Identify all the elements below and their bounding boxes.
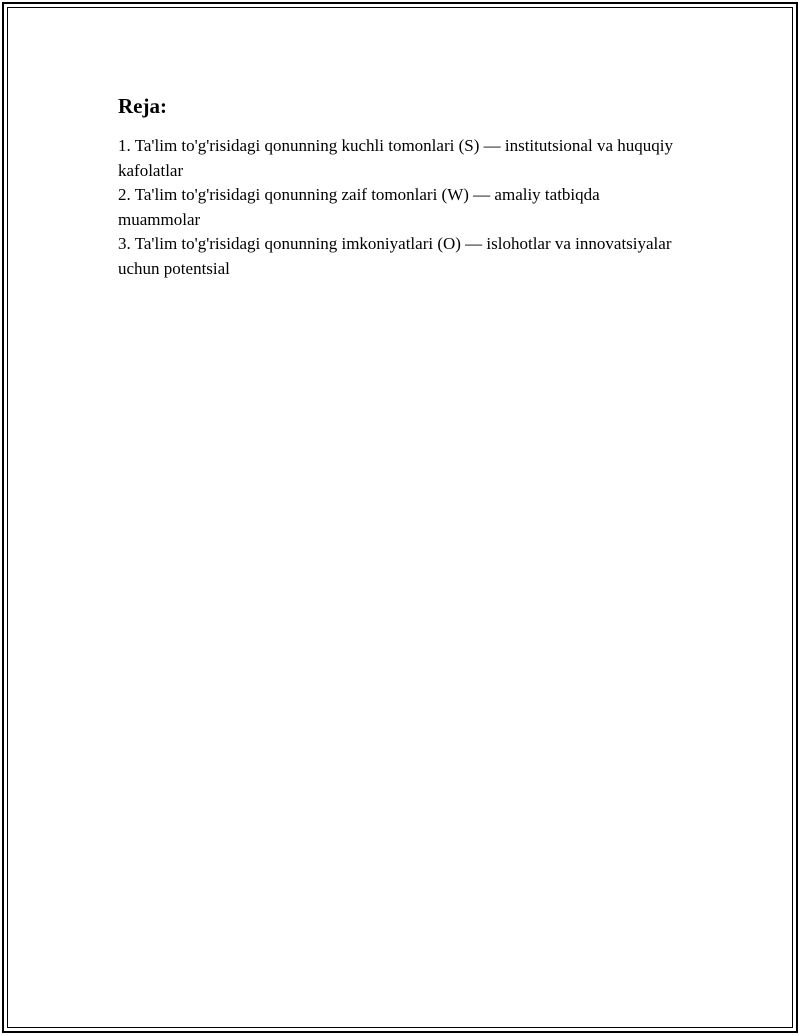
plan-item-2: 2. Ta'lim to'g'risidagi qonunning zaif tomonlari (W) — amaliy tatbiqda muammolar xyxy=(118,185,600,229)
plan-list xyxy=(118,134,678,281)
plan-item-3: 3. Ta'lim to'g'risidagi qonunning imkoniyatlari (O) — islohotlar va innovatsiyalar uchun potentsial xyxy=(118,234,672,278)
plan-heading: Reja: xyxy=(118,94,167,118)
document-body xyxy=(118,92,678,281)
plan-item-1: 1. Ta'lim to'g'risidagi qonunning kuchli tomonlari (S) — institutsional va huquqiy kafolatlar xyxy=(118,136,673,180)
